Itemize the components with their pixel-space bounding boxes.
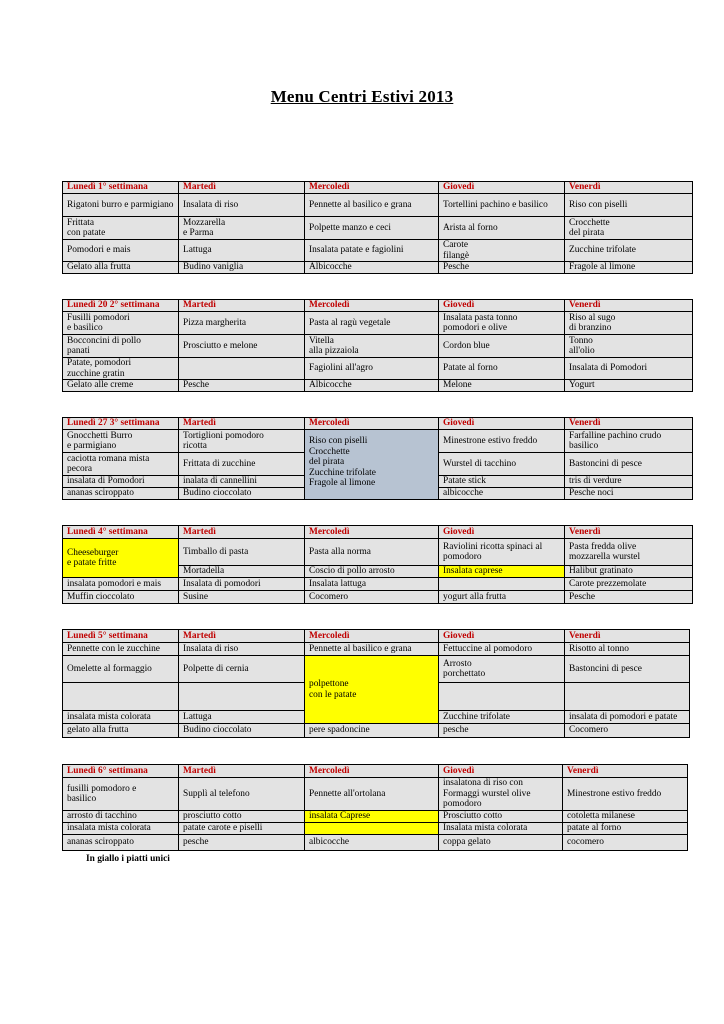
menu-cell: Albicocche <box>305 380 439 392</box>
menu-cell: Carote prezzemolate <box>565 578 693 591</box>
empty-cell <box>565 683 690 711</box>
table-header-row <box>63 630 690 643</box>
menu-cell: Pennette all'ortolana <box>305 778 439 811</box>
table-row <box>63 430 693 453</box>
menu-cell: Insalata di riso <box>179 194 305 217</box>
menu-cell: insalata di pomodori e patate <box>565 711 690 724</box>
menu-cell: Insalata mista colorata <box>439 823 563 835</box>
table-row <box>63 539 693 566</box>
menu-cell <box>439 578 565 591</box>
header-cell: Lunedì 5° settimana <box>63 630 179 643</box>
header-cell: Giovedì <box>439 765 563 778</box>
table-row <box>63 835 688 851</box>
menu-cell: Tortellini pachino e basilico <box>439 194 565 217</box>
header-cell: Giovedì <box>439 300 565 312</box>
menu-cell: Zucchine trifolate <box>565 240 693 262</box>
table-row <box>63 656 690 683</box>
menu-cell: insalata pomodori e mais <box>63 578 179 591</box>
menu-cell: pere spadoncine <box>305 724 439 738</box>
menu-cell: Insalata lattuga <box>305 578 439 591</box>
menu-cell: Susine <box>179 591 305 604</box>
header-cell: Mercoledì <box>305 765 439 778</box>
menu-cell: Pomodori e mais <box>63 240 179 262</box>
menu-cell: Yogurt <box>565 380 693 392</box>
menu-cell: ananas sciroppato <box>63 835 179 851</box>
header-cell: Mercoledì <box>305 630 439 643</box>
table-row <box>63 262 693 274</box>
menu-cell: Budino cioccolato <box>179 488 305 500</box>
menu-cell: Insalata pasta tonno pomodori e olive <box>439 312 565 335</box>
menu-cell: Bastoncini di pesce <box>565 453 693 476</box>
menu-cell: arrosto di tacchino <box>63 811 179 823</box>
menu-cell: Cocomero <box>305 591 439 604</box>
menu-cell-highlight: Insalata caprese <box>439 566 565 578</box>
menu-cell: Riso con piselli <box>565 194 693 217</box>
menu-cell: Gelato alle creme <box>63 380 179 392</box>
menu-cell: albicocche <box>439 488 565 500</box>
header-cell: Martedì <box>179 765 305 778</box>
footnote: In giallo i piatti unici <box>86 854 170 864</box>
menu-cell: Lattuga <box>179 240 305 262</box>
menu-cell: Pizza margherita <box>179 312 305 335</box>
menu-cell: Cordon blue <box>439 335 565 358</box>
menu-cell: Prosciutto e melone <box>179 335 305 358</box>
header-cell: Giovedì <box>439 526 565 539</box>
table-header-row <box>63 182 693 194</box>
header-cell: Martedì <box>179 182 305 194</box>
menu-cell: patate carote e piselli <box>179 823 305 835</box>
menu-cell: Frittata con patate <box>63 217 179 240</box>
menu-cell: Bastoncini di pesce <box>565 656 690 683</box>
menu-cell: Cocomero <box>565 724 690 738</box>
week-4-table <box>62 525 693 604</box>
menu-cell: Timballo di pasta <box>179 539 305 566</box>
header-cell: Giovedì <box>439 418 565 430</box>
header-cell: Lunedì 6° settimana <box>63 765 179 778</box>
menu-cell: tris di verdure <box>565 476 693 488</box>
menu-cell: Gelato alla frutta <box>63 262 179 274</box>
menu-cell: Frittata di zucchine <box>179 453 305 476</box>
table-header-row <box>63 300 693 312</box>
menu-cell: Coscio di pollo arrosto <box>305 566 439 578</box>
menu-cell: Pasta al ragù vegetale <box>305 312 439 335</box>
menu-cell: ananas sciroppato <box>63 488 179 500</box>
table-row <box>63 643 690 656</box>
menu-cell: Arrosto porchettato <box>439 656 565 683</box>
table-row <box>63 724 690 738</box>
menu-cell: Bocconcini di pollo panati <box>63 335 179 358</box>
menu-cell: Insalata di Pomodori <box>565 358 693 380</box>
merged-menu-cell: Riso con piselli Crocchette del pirata Zucchine trifolate Fragole al limone <box>305 430 439 500</box>
table-row <box>63 194 693 217</box>
menu-cell: Mortadella <box>179 566 305 578</box>
menu-cell: Tonno all'olio <box>565 335 693 358</box>
menu-cell: yogurt alla frutta <box>439 591 565 604</box>
menu-cell: Risotto al tonno <box>565 643 690 656</box>
menu-cell: Patate al forno <box>439 358 565 380</box>
header-cell: Giovedì <box>439 182 565 194</box>
menu-cell: Wurstel di tacchino <box>439 453 565 476</box>
table-row <box>63 358 693 380</box>
menu-cell: Rigatoni burro e parmigiano <box>63 194 179 217</box>
menu-cell: cotoletta milanese <box>563 811 688 823</box>
menu-cell: pesche <box>439 724 565 738</box>
menu-cell: Insalata patate e fagiolini <box>305 240 439 262</box>
menu-cell: Pennette con le zucchine <box>63 643 179 656</box>
menu-cell: Pesche <box>439 262 565 274</box>
menu-cell: Vitella alla pizzaiola <box>305 335 439 358</box>
table-row <box>63 578 693 591</box>
menu-cell: albicocche <box>305 835 439 851</box>
menu-cell: Supplì al telefono <box>179 778 305 811</box>
header-cell: Venerdì <box>565 418 693 430</box>
menu-cell: Minestrone estivo freddo <box>563 778 688 811</box>
menu-cell: Insalata di pomodori <box>179 578 305 591</box>
menu-cell: Pennette al basilico e grana <box>305 194 439 217</box>
menu-cell: Crocchette del pirata <box>565 217 693 240</box>
menu-cell: fusilli pomodoro e basilico <box>63 778 179 811</box>
header-cell: Martedì <box>179 418 305 430</box>
header-cell: Lunedì 4° settimana <box>63 526 179 539</box>
header-cell: Venerdì <box>565 300 693 312</box>
menu-cell: Patate, pomodori zucchine gratin <box>63 358 179 380</box>
menu-cell: Polpette manzo e ceci <box>305 217 439 240</box>
week-6-table <box>62 764 688 851</box>
menu-cell: Carote filangè <box>439 240 565 262</box>
menu-cell: Polpette di cernia <box>179 656 305 683</box>
menu-cell: Patate stick <box>439 476 565 488</box>
merged-menu-cell-highlight: polpettone con le patate <box>305 656 439 724</box>
menu-cell: Fusilli pomodori e basilico <box>63 312 179 335</box>
menu-cell: Melone <box>439 380 565 392</box>
menu-cell: coppa gelato <box>439 835 563 851</box>
menu-cell-highlight <box>305 823 439 835</box>
week-5-table <box>62 629 690 738</box>
menu-cell: gelato alla frutta <box>63 724 179 738</box>
table-header-row <box>63 418 693 430</box>
menu-cell: patate al forno <box>563 823 688 835</box>
menu-cell <box>179 358 305 380</box>
header-cell: Martedì <box>179 526 305 539</box>
menu-cell: Raviolini ricotta spinaci al pomodoro <box>439 539 565 566</box>
page-title: Menu Centri Estivi 2013 <box>270 87 454 106</box>
menu-cell: Minestrone estivo freddo <box>439 430 565 453</box>
menu-cell: insalata mista colorata <box>63 711 179 724</box>
menu-cell: Fragole al limone <box>565 262 693 274</box>
table-row <box>63 380 693 392</box>
header-cell: Lunedì 1° settimana <box>63 182 179 194</box>
menu-cell: Pesche <box>565 591 693 604</box>
menu-cell: insalata mista colorata <box>63 823 179 835</box>
week-1-table <box>62 181 693 274</box>
header-cell: Mercoledì <box>305 300 439 312</box>
menu-cell: Mozzarella e Parma <box>179 217 305 240</box>
menu-cell-highlight: Cheeseburger e patate fritte <box>63 539 179 578</box>
table-header-row <box>63 526 693 539</box>
menu-cell: Fagiolini all'agro <box>305 358 439 380</box>
menu-cell: Prosciutto cotto <box>439 811 563 823</box>
menu-cell: Riso al sugo di branzino <box>565 312 693 335</box>
menu-cell: Zucchine trifolate <box>439 711 565 724</box>
menu-cell: Pesche noci <box>565 488 693 500</box>
menu-cell: Omelette al formaggio <box>63 656 179 683</box>
table-row <box>63 217 693 240</box>
menu-cell: insalata di Pomodori <box>63 476 179 488</box>
menu-cell: Budino cioccolato <box>179 724 305 738</box>
menu-cell: caciotta romana mista pecora <box>63 453 179 476</box>
empty-cell <box>63 683 179 711</box>
menu-cell: Pasta fredda olive mozzarella wurstel <box>565 539 693 566</box>
empty-cell <box>179 683 305 711</box>
header-cell: Lunedì 20 2° settimana <box>63 300 179 312</box>
menu-cell: insalatona di riso con Formaggi wurstel olive pomodoro <box>439 778 563 811</box>
week-3-table <box>62 417 693 500</box>
header-cell: Venerdì <box>563 765 688 778</box>
menu-cell: Pasta alla norma <box>305 539 439 566</box>
empty-cell <box>439 683 565 711</box>
menu-cell: Pesche <box>179 380 305 392</box>
menu-cell: Halibut gratinato <box>565 566 693 578</box>
menu-cell: Pennette al basilico e grana <box>305 643 439 656</box>
table-row <box>63 312 693 335</box>
menu-cell: Gnocchetti Burro e parmigiano <box>63 430 179 453</box>
table-row <box>63 335 693 358</box>
menu-cell: Lattuga <box>179 711 305 724</box>
menu-cell: cocomero <box>563 835 688 851</box>
table-row <box>63 778 688 811</box>
week-2-table <box>62 299 693 392</box>
menu-cell: Arista al forno <box>439 217 565 240</box>
menu-cell: Albicocche <box>305 262 439 274</box>
menu-cell: prosciutto cotto <box>179 811 305 823</box>
header-cell: Lunedì 27 3° settimana <box>63 418 179 430</box>
header-cell: Mercoledì <box>305 182 439 194</box>
menu-cell: Insalata di riso <box>179 643 305 656</box>
menu-cell: Budino vaniglia <box>179 262 305 274</box>
menu-cell: Farfalline pachino crudo basilico <box>565 430 693 453</box>
menu-cell: Tortiglioni pomodoro ricotta <box>179 430 305 453</box>
menu-cell: pesche <box>179 835 305 851</box>
table-row <box>63 823 688 835</box>
table-row <box>63 811 688 823</box>
header-cell: Venerdì <box>565 526 693 539</box>
header-cell: Venerdì <box>565 182 693 194</box>
header-cell: Mercoledì <box>305 418 439 430</box>
header-cell: Venerdì <box>565 630 690 643</box>
menu-cell: Muffin cioccolato <box>63 591 179 604</box>
table-row <box>63 591 693 604</box>
menu-cell-highlight: insalata Caprese <box>305 811 439 823</box>
table-row <box>63 240 693 262</box>
header-cell: Mercoledì <box>305 526 439 539</box>
menu-cell: inalata di cannellini <box>179 476 305 488</box>
header-cell: Giovedì <box>439 630 565 643</box>
header-cell: Martedì <box>179 300 305 312</box>
header-cell: Martedì <box>179 630 305 643</box>
menu-cell: Fettuccine al pomodoro <box>439 643 565 656</box>
table-header-row <box>63 765 688 778</box>
